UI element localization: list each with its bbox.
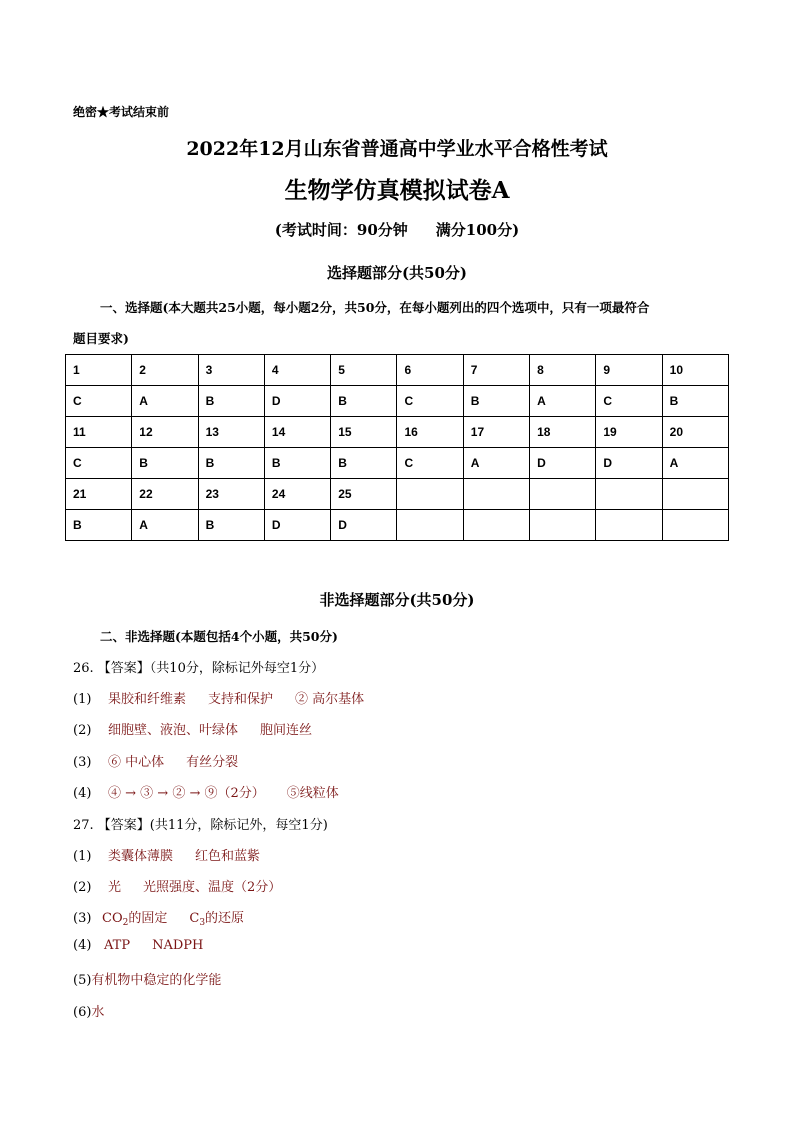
table-cell [596,479,662,510]
answer: 光照强度、温度（2分） [143,880,282,895]
table-cell: 6 [397,355,463,386]
confidential-label: 绝密★考试结束前 [73,105,170,119]
table-cell: 18 [530,417,596,448]
table-cell [530,510,596,541]
answer: 水 [91,1005,105,1020]
q26-line-1 [73,688,386,707]
table-cell: D [331,510,397,541]
table-cell: B [198,386,264,417]
q27-line-1 [73,845,282,864]
line-number: (4) [73,938,92,953]
table-cell: C [66,386,132,417]
table-cell: A [132,510,198,541]
table-row [66,417,729,448]
table-cell: D [596,448,662,479]
table-cell: 19 [596,417,662,448]
table-cell: B [198,448,264,479]
answer: 有丝分裂 [186,755,239,770]
answer: ④ → ③ → ② → ⑨（2分） [108,786,265,801]
answer-table [65,354,729,541]
answer: $C_3$的还原 [189,911,245,928]
table-cell [463,510,529,541]
table-cell [397,479,463,510]
part2-instruction: 二、非选择题(本题包括4个小题，共50分) [100,629,338,644]
answer: $CO_2$的固定 [102,911,168,928]
table-cell: 3 [198,355,264,386]
line-number: (3) [73,911,92,926]
table-cell: 14 [264,417,330,448]
exam-time: (考试时间：90分钟 [274,221,408,239]
line-number: (2) [73,880,92,895]
table-row [66,355,729,386]
q27-header: 27. 【答案】(共11分，除标记外，每空1分) [73,818,328,833]
answer: 胞间连丝 [260,723,313,738]
table-cell: 20 [662,417,728,448]
part1-instruction-cont: 题目要求) [73,331,129,346]
part2-title: 非选择题部分(共50分) [319,591,475,609]
q26-header: 26. 【答案】（共10分，除标记外每空1分） [73,661,325,676]
answer: ⑥ 中心体 [108,755,165,770]
table-cell: 24 [264,479,330,510]
table-cell: 21 [66,479,132,510]
part1-instruction: 一、选择题(本大题共25小题，每小题2分，共50分，在每小题列出的四个选项中，只有一项最符合 [100,300,650,315]
answer: 光 [108,880,122,895]
answer: ATP [104,938,131,953]
table-cell: C [397,386,463,417]
table-cell: A [662,448,728,479]
answer: ⑤线粒体 [286,786,339,801]
table-cell: B [331,386,397,417]
table-cell: C [397,448,463,479]
table-cell [463,479,529,510]
answer: 类囊体薄膜 [108,849,174,864]
answer: 红色和蓝紫 [195,849,261,864]
line-number: (2) [73,723,92,738]
table-cell: 5 [331,355,397,386]
table-row [66,448,729,479]
table-cell: 10 [662,355,728,386]
table-cell: 17 [463,417,529,448]
answer: 细胞壁、液泡、叶绿体 [108,723,239,738]
paper-title: 生物学仿真模拟试卷A [284,177,510,204]
table-cell: 25 [331,479,397,510]
table-cell: C [66,448,132,479]
table-cell: 23 [198,479,264,510]
table-cell: B [463,386,529,417]
full-score: 满分100分) [435,221,520,239]
table-cell: D [264,510,330,541]
table-cell: B [662,386,728,417]
q26-line-4 [73,782,361,801]
q26-line-2 [73,719,334,738]
table-cell [397,510,463,541]
table-row [66,510,729,541]
table-cell: 15 [331,417,397,448]
table-cell: B [198,510,264,541]
table-cell [530,479,596,510]
table-cell: 22 [132,479,198,510]
table-cell [662,510,728,541]
answer: 有机物中稳定的化学能 [91,973,222,988]
line-number: (6) [73,1005,92,1020]
line-number: (4) [73,786,92,801]
table-cell: 8 [530,355,596,386]
line-number: (1) [73,849,92,864]
table-cell [662,479,728,510]
q26-line-3 [73,751,260,770]
table-cell: A [530,386,596,417]
table-cell: A [132,386,198,417]
answer: 果胶和纤维素 [108,692,187,707]
answer: NADPH [152,938,204,953]
line-number: (3) [73,755,92,770]
table-row [66,386,729,417]
table-cell: D [530,448,596,479]
table-cell: 9 [596,355,662,386]
table-cell: 16 [397,417,463,448]
q27-line-2 [73,876,303,895]
answer: 支持和保护 [208,692,274,707]
table-cell [596,510,662,541]
table-cell: B [132,448,198,479]
exam-title: 2022年12月山东省普通高中学业水平合格性考试 [186,138,608,160]
table-row [66,479,729,510]
table-cell: B [66,510,132,541]
table-cell: B [264,448,330,479]
table-cell: D [264,386,330,417]
q27-line-4 [73,938,225,953]
table-cell: 13 [198,417,264,448]
part1-title: 选择题部分(共50分) [326,264,468,282]
q27-line-3 [73,907,266,928]
table-cell: 11 [66,417,132,448]
q27-line-6 [73,1001,104,1020]
line-number: (5) [73,973,92,988]
table-cell: 4 [264,355,330,386]
answer: ② 高尔基体 [295,692,365,707]
table-cell: 12 [132,417,198,448]
q27-line-5 [73,969,221,988]
exam-info [0,219,794,240]
table-cell: 2 [132,355,198,386]
line-number: (1) [73,692,92,707]
table-cell: C [596,386,662,417]
table-cell: A [463,448,529,479]
table-cell: 1 [66,355,132,386]
table-cell: 7 [463,355,529,386]
table-cell: B [331,448,397,479]
